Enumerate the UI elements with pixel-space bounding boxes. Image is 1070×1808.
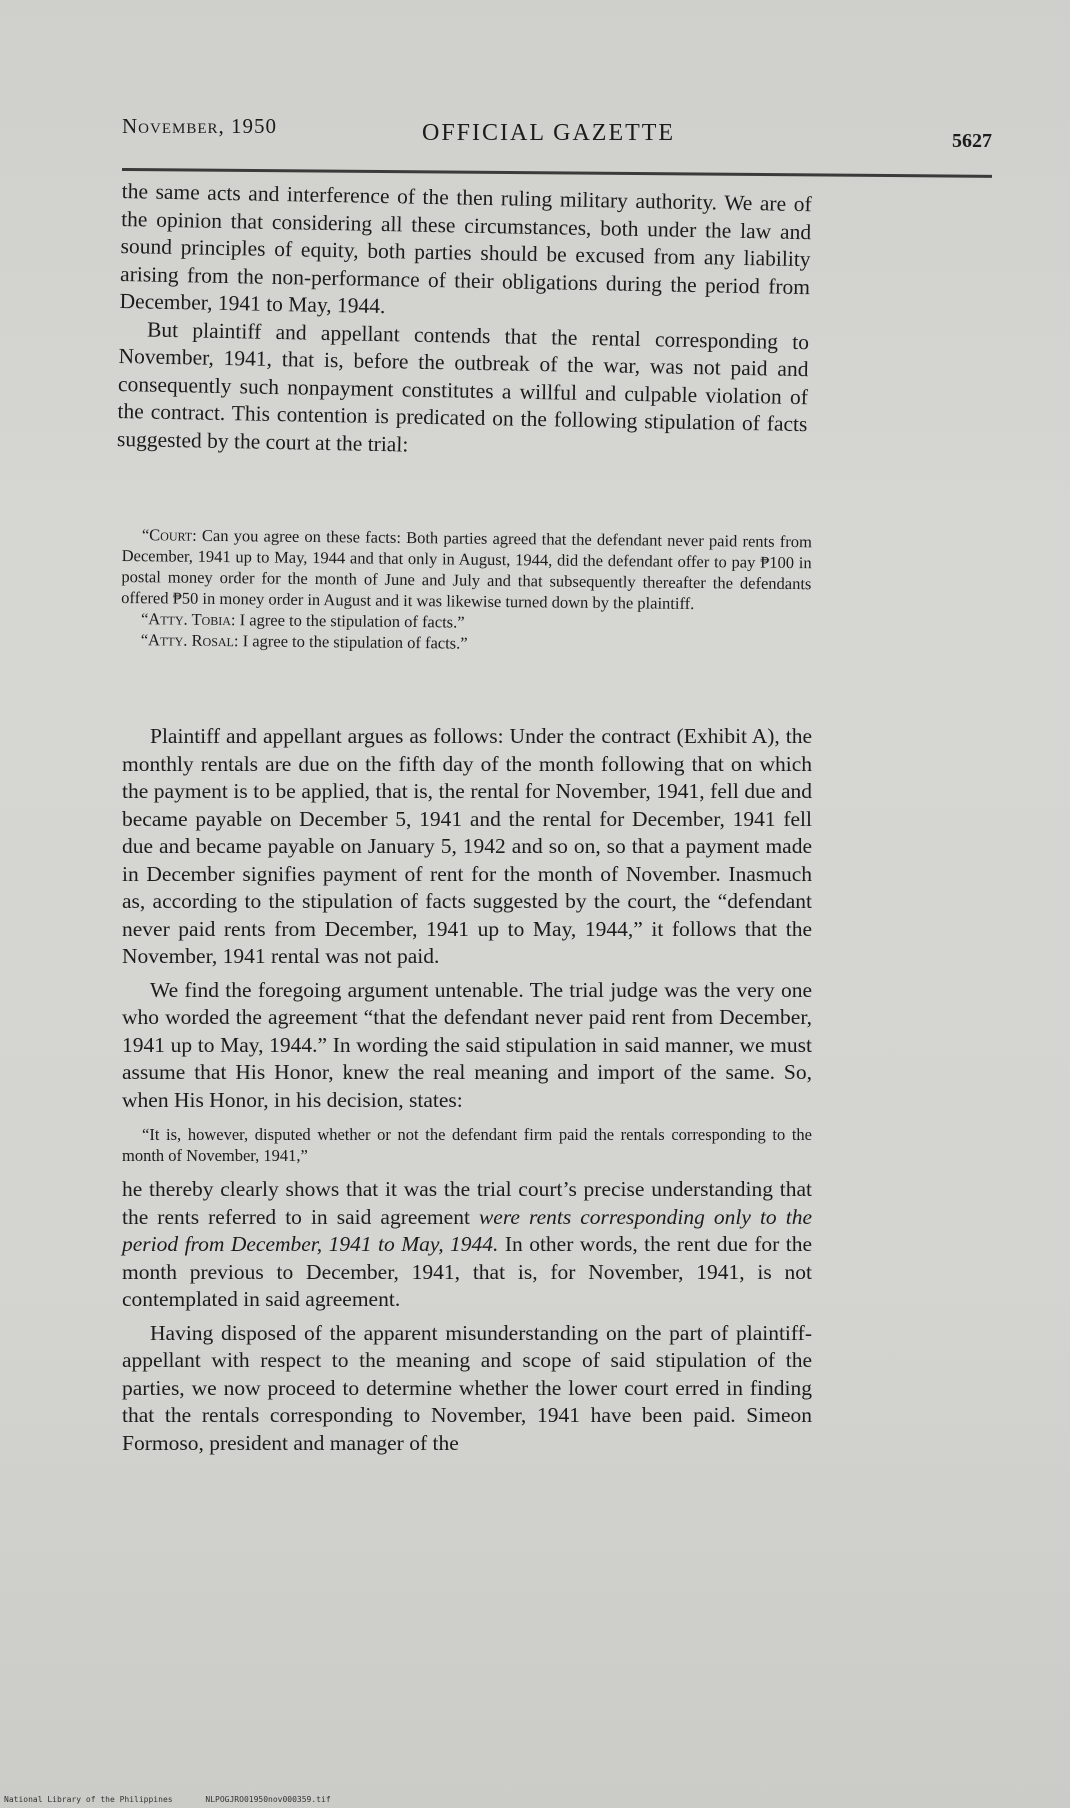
paragraph-5-italic: were rents corresponding only to the period from December, 1941 to May, 1944. [122, 1204, 812, 1256]
paragraph-6: Having disposed of the apparent misunderstanding on the part of plaintiff-appellant with respect to the meaning and scope of said stipulation of the parties, we now proceed to determine whether the lower court erred in finding that the rentals corresponding to November, 1941 have been paid. Simeon Formoso, president and manager of the [122, 1320, 812, 1455]
quote-decision: “It is, however, disputed whether or not the defendant firm paid the rentals corresponding to the month of November, 1941,” [122, 1125, 812, 1165]
paragraph-3: Plaintiff and appellant argues as follows: Under the contract (Exhibit A), the monthly rentals are due on the fifth day of the month following that on which the payment is to be applied, that is, the rental for November, 1941, fell due and became payable on December 5, 1941 and the rental for December, 1941 fell due and became payable on January 5, 1942 and so on, so that a payment made in December signifies payment of rent for the month of November. Inasmuch as, according to the stipulation of facts suggested by the court, the “defendant never paid rents from December, 1941 up to May, 1944,” it follows that the November, 1941 rental was not paid. [122, 724, 812, 968]
header-date: November, 1950 [122, 114, 278, 138]
quote-court-text: Can you agree on these facts: Both parties agreed that the defendant never paid rents from December, 1941 up to May, 1944 and that only in August, 1944, did the defendant offer to pay ₱100 in postal money order for the month of June and July and that subsequently thereafter the defendants offered ₱50 in money order in August and it was likewise turned down by the plaintiff. [121, 525, 812, 613]
header-rule [122, 168, 992, 178]
header-publication-title: OFFICIAL GAZETTE [422, 120, 676, 146]
quote-court [121, 524, 812, 615]
quote-tobia-label: “Atty. Tobia: [140, 609, 236, 630]
scan-footer [4, 1795, 359, 1804]
paragraph-5 [122, 1176, 812, 1314]
paragraph-1: the same acts and interference of the then ruling military authority. We are of the opinion that considering all these circumstances, both under the law and sound principles of equity, both parties should be excused from any liability arising from the non-performance of their obligations during the period from December, 1941 to May, 1944. [119, 178, 812, 319]
main-block [122, 723, 812, 1457]
stipulation-quote [121, 524, 812, 657]
paragraph-5-start: he thereby clearly shows that it was the trial court’s precise understanding that the rents referred to in said agreement [122, 1177, 812, 1229]
quote-court-label: “Court: [141, 525, 197, 545]
paragraph-2: But plaintiff and appellant contends that the rental corresponding to November, 1941, that is, before the outbreak of the war, was not paid and consequently such nonpayment constitutes a willful and culpable violation of the contract. This contention is predicated on the following stipulation of facts suggested by the court at the trial: [116, 317, 810, 457]
header-page-number: 5627 [952, 130, 992, 152]
footer-filename: NLPOGJRO01950nov000359.tif [205, 1795, 331, 1804]
page-header [122, 108, 992, 152]
footer-library: National Library of the Philippines [4, 1795, 173, 1804]
opening-block [117, 178, 812, 466]
paragraph-5-end: In other words, the rent due for the month previous to December, 1941, that is, for November, 1941, is not contemplated in said agreement. [122, 1232, 812, 1311]
paragraph-4: We find the foregoing argument untenable. The trial judge was the very one who worded the agreement “that the defendant never paid rent from December, 1941 up to May, 1944.” In wording the said stipulation in said manner, we must assume that His Honor, knew the real meaning and import of the same. So, when His Honor, in his decision, states: [122, 977, 812, 1112]
quote-tobia-text: I agree to the stipulation of facts.” [235, 610, 465, 632]
quote-rosal-label: “Atty. Rosal: [140, 630, 239, 651]
quote-rosal-text: I agree to the stipulation of facts.” [238, 631, 468, 653]
